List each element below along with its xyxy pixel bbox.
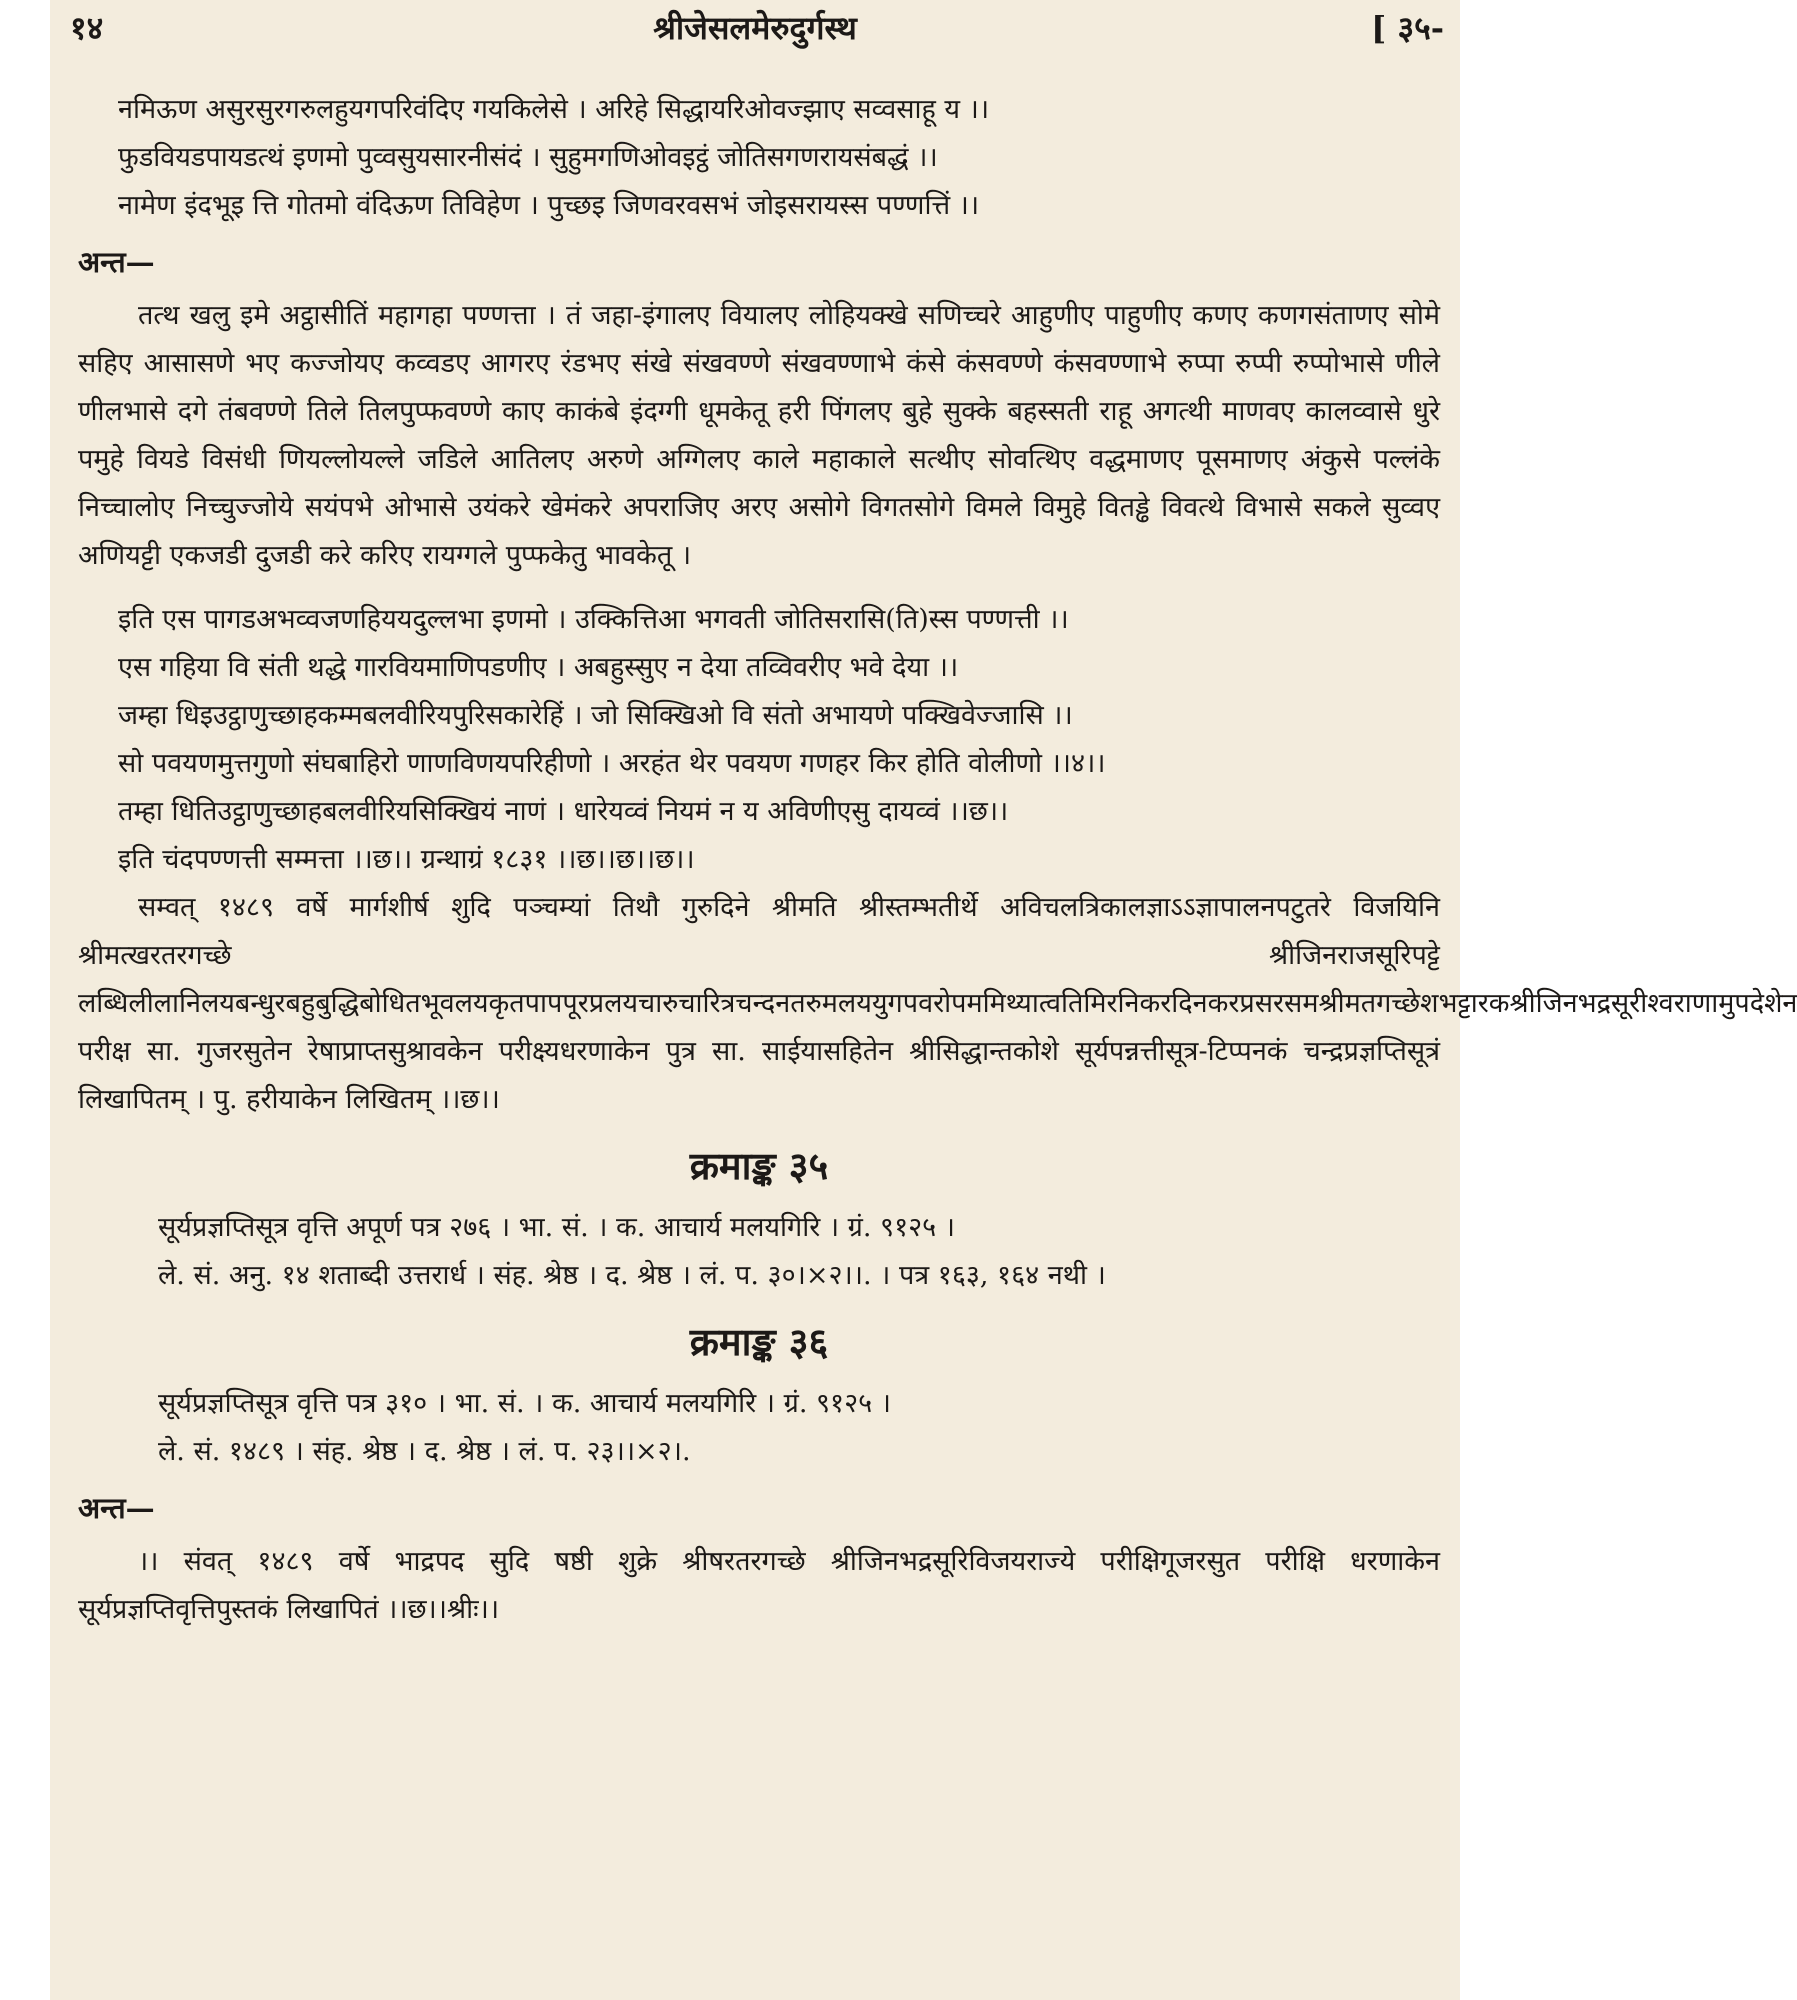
end-prose-paragraph: तत्थ खलु इमे अट्ठासीतिं महागहा पण्णत्ता । तं जहा-इंगालए वियालए लोहियक्खे सणिच्चरे आहुणीए पाहुणीए कणए कणगसंताणए सोमे सहिए आसासणे भए कज्जोयए कव्वडए आगरए रंडभए संखे संखवण्णे संखवण्णाभे कंसे कंसवण्णे कंसवण्णाभे रुप्पा रुप्पी रुप्पोभासे णीले णीलभासे दगे तंबवण्णे तिले तिलपुप्फवण्णे काए काकंबे इंदग्गी धूमकेतू हरी पिंगलए बुहे सुक्के बहस्सती राहू अगत्थी माणवए कालव्वासे धुरे पमुहे वियडे विसंधी णियल्लोयल्ले जडिले आतिलए अरुणे अग्गिलए काले महाकाले सत्थीए सोवत्थिए वद्धमाणए पूसमाणए अंकुसे पल्लंके निच्चालोए निच्चुज्जोये सयंपभे ओभासे उयंकरे खेमंकरे अपराजिए अरए असोगे विगतसोगे विमले विमुहे वितड्ढे विवत्थे विभासे सकले सुव्वए अणियट्टी एकजडी दुजडी करे करिए रायग्गले पुप्फकेतु भावकेतू । bbox=[78, 300, 1440, 571]
section-36-title: क्रमाङ्क ३६ bbox=[689, 1319, 829, 1364]
verse-line: फुडवियडपायडत्थं इणमो पुव्वसुयसारनीसंदं । सुहुमगणिओवइट्ठं जोतिसगणरायसंबद्धं ।। bbox=[118, 142, 938, 173]
book-page bbox=[50, 0, 1797, 2000]
end-label-2: अन्त— bbox=[78, 1491, 155, 1525]
samvat-colophon-paragraph: सम्वत् १४८९ वर्षे मार्गशीर्ष शुदि पञ्चम्यां तिथौ गुरुदिने श्रीमति श्रीस्तम्भतीर्थे अविचलत्रिकालज्ञाऽऽज्ञापालनपटुतरे विजयिनि श्रीमत्खरतरगच्छे श्रीजिनराजसूरिपट्टे लब्धिलीलानिलयबन्धुरबहुबुद्धिबोधितभूवलयकृतपापपूरप्रलयचारुचारित्रचन्दनतरुमलययुगपवरोपममिथ्यात्वतिमिरनिकरदिनकरप्रसरसमश्रीमतगच्छेशभट्टारकश्रीजिनभद्रसूरीश्वराणामुपदेशेन परीक्ष सा. गुजरसुतेन रेषाप्राप्तसुश्रावकेन परीक्ष्यधरणाकेन पुत्र सा. साईयासहितेन श्रीसिद्धान्तकोशे सूर्यपन्नत्तीसूत्र-टिप्पनकं चन्द्रप्रज्ञप्तिसूत्रं लिखापितम् । पु. हरीयाकेन लिखितम् ।।छ।। bbox=[78, 892, 1797, 1115]
end-label: अन्त— bbox=[78, 245, 155, 279]
page-body bbox=[78, 86, 1797, 1634]
section-36-line-1: सूर्यप्रज्ञप्तिसूत्र वृत्ति पत्र ३१० । भा. सं. । क. आचार्य मलयगिरि । ग्रं. ९१२५ । bbox=[158, 1388, 891, 1419]
verse-line: नामेण इंदभूइ त्ति गोतमो वंदिऊण तिविहेण । पुच्छइ जिणवरवसभं जोइसरायस्स पण्णत्तिं ।। bbox=[118, 190, 980, 221]
closing-verses bbox=[118, 596, 1440, 884]
section-36-line-2: ले. सं. १४८९ । संह. श्रेष्ठ । द. श्रेष्ठ । लं. प. २३।।×२।. bbox=[158, 1436, 691, 1467]
page-number: १४ bbox=[70, 9, 104, 47]
verse-line: तम्हा धितिउट्ठाणुच्छाहबलवीरियसिक्खियं नाणं । धारेयव्वं नियमं न य अविणीएसु दायव्वं ।।छ।। bbox=[118, 796, 1009, 827]
verse-line: जम्हा धिइउट्ठाणुच्छाहकम्मबलवीरियपुरिसकारेहिं । जो सिक्खिओ वि संतो अभायणे पक्खिवेज्जासि ।। bbox=[118, 700, 1073, 731]
running-title: श्रीजेसलमेरुदुर्गस्थ bbox=[653, 9, 857, 47]
verse-line: इति एस पागडअभव्वजणहिययदुल्लभा इणमो । उक्कित्तिआ भगवती जोतिसरासि(ति)स्स पण्णत्ती ।। bbox=[118, 604, 1069, 635]
colophon-line: इति चंदपण्णत्ती सम्मत्ता ।।छ।। ग्रन्थाग्रं १८३१ ।।छ।।छ।।छ।। bbox=[118, 844, 695, 875]
final-colophon-paragraph: ।। संवत् १४८९ वर्षे भाद्रपद सुदि षष्ठी शुक्रे श्रीषरतरगच्छे श्रीजिनभद्रसूरिविजयराज्ये परीक्षिगूजरसुत परीक्षि धरणाकेन सूर्यप्रज्ञप्तिवृत्तिपुस्तकं लिखापितं ।।छ।।श्रीः।। bbox=[78, 1546, 1440, 1625]
opening-verses bbox=[118, 86, 1440, 230]
section-35-line-2: ले. सं. अनु. १४ शताब्दी उत्तरार्ध । संह. श्रेष्ठ । द. श्रेष्ठ । लं. प. ३०।×२।।. । पत्र १६३, १६४ नथी । bbox=[158, 1260, 1106, 1291]
section-35-title: क्रमाङ्क ३५ bbox=[689, 1143, 829, 1188]
header-right-marker: [ ३५- bbox=[1371, 9, 1444, 47]
verse-line: सो पवयणमुत्तगुणो संघबाहिरो णाणविणयपरिहीणो । अरहंत थेर पवयण गणहर किर होति वोलीणो ।।४।। bbox=[118, 748, 1106, 779]
verse-line: नमिऊण असुरसुरगरुलहुयगपरिवंदिए गयकिलेसे । अरिहे सिद्धायरिओवज्झाए सव्वसाहू य ।। bbox=[118, 94, 990, 125]
section-35-line-1: सूर्यप्रज्ञप्तिसूत्र वृत्ति अपूर्ण पत्र २७६ । भा. सं. । क. आचार्य मलयगिरि । ग्रं. ९१२५ । bbox=[158, 1212, 956, 1243]
page-header bbox=[50, 6, 1460, 52]
verse-line: एस गहिया वि संती थद्धे गारवियमाणिपडणीए । अबहुस्सुए न देया तव्विवरीए भवे देया ।। bbox=[118, 652, 959, 683]
